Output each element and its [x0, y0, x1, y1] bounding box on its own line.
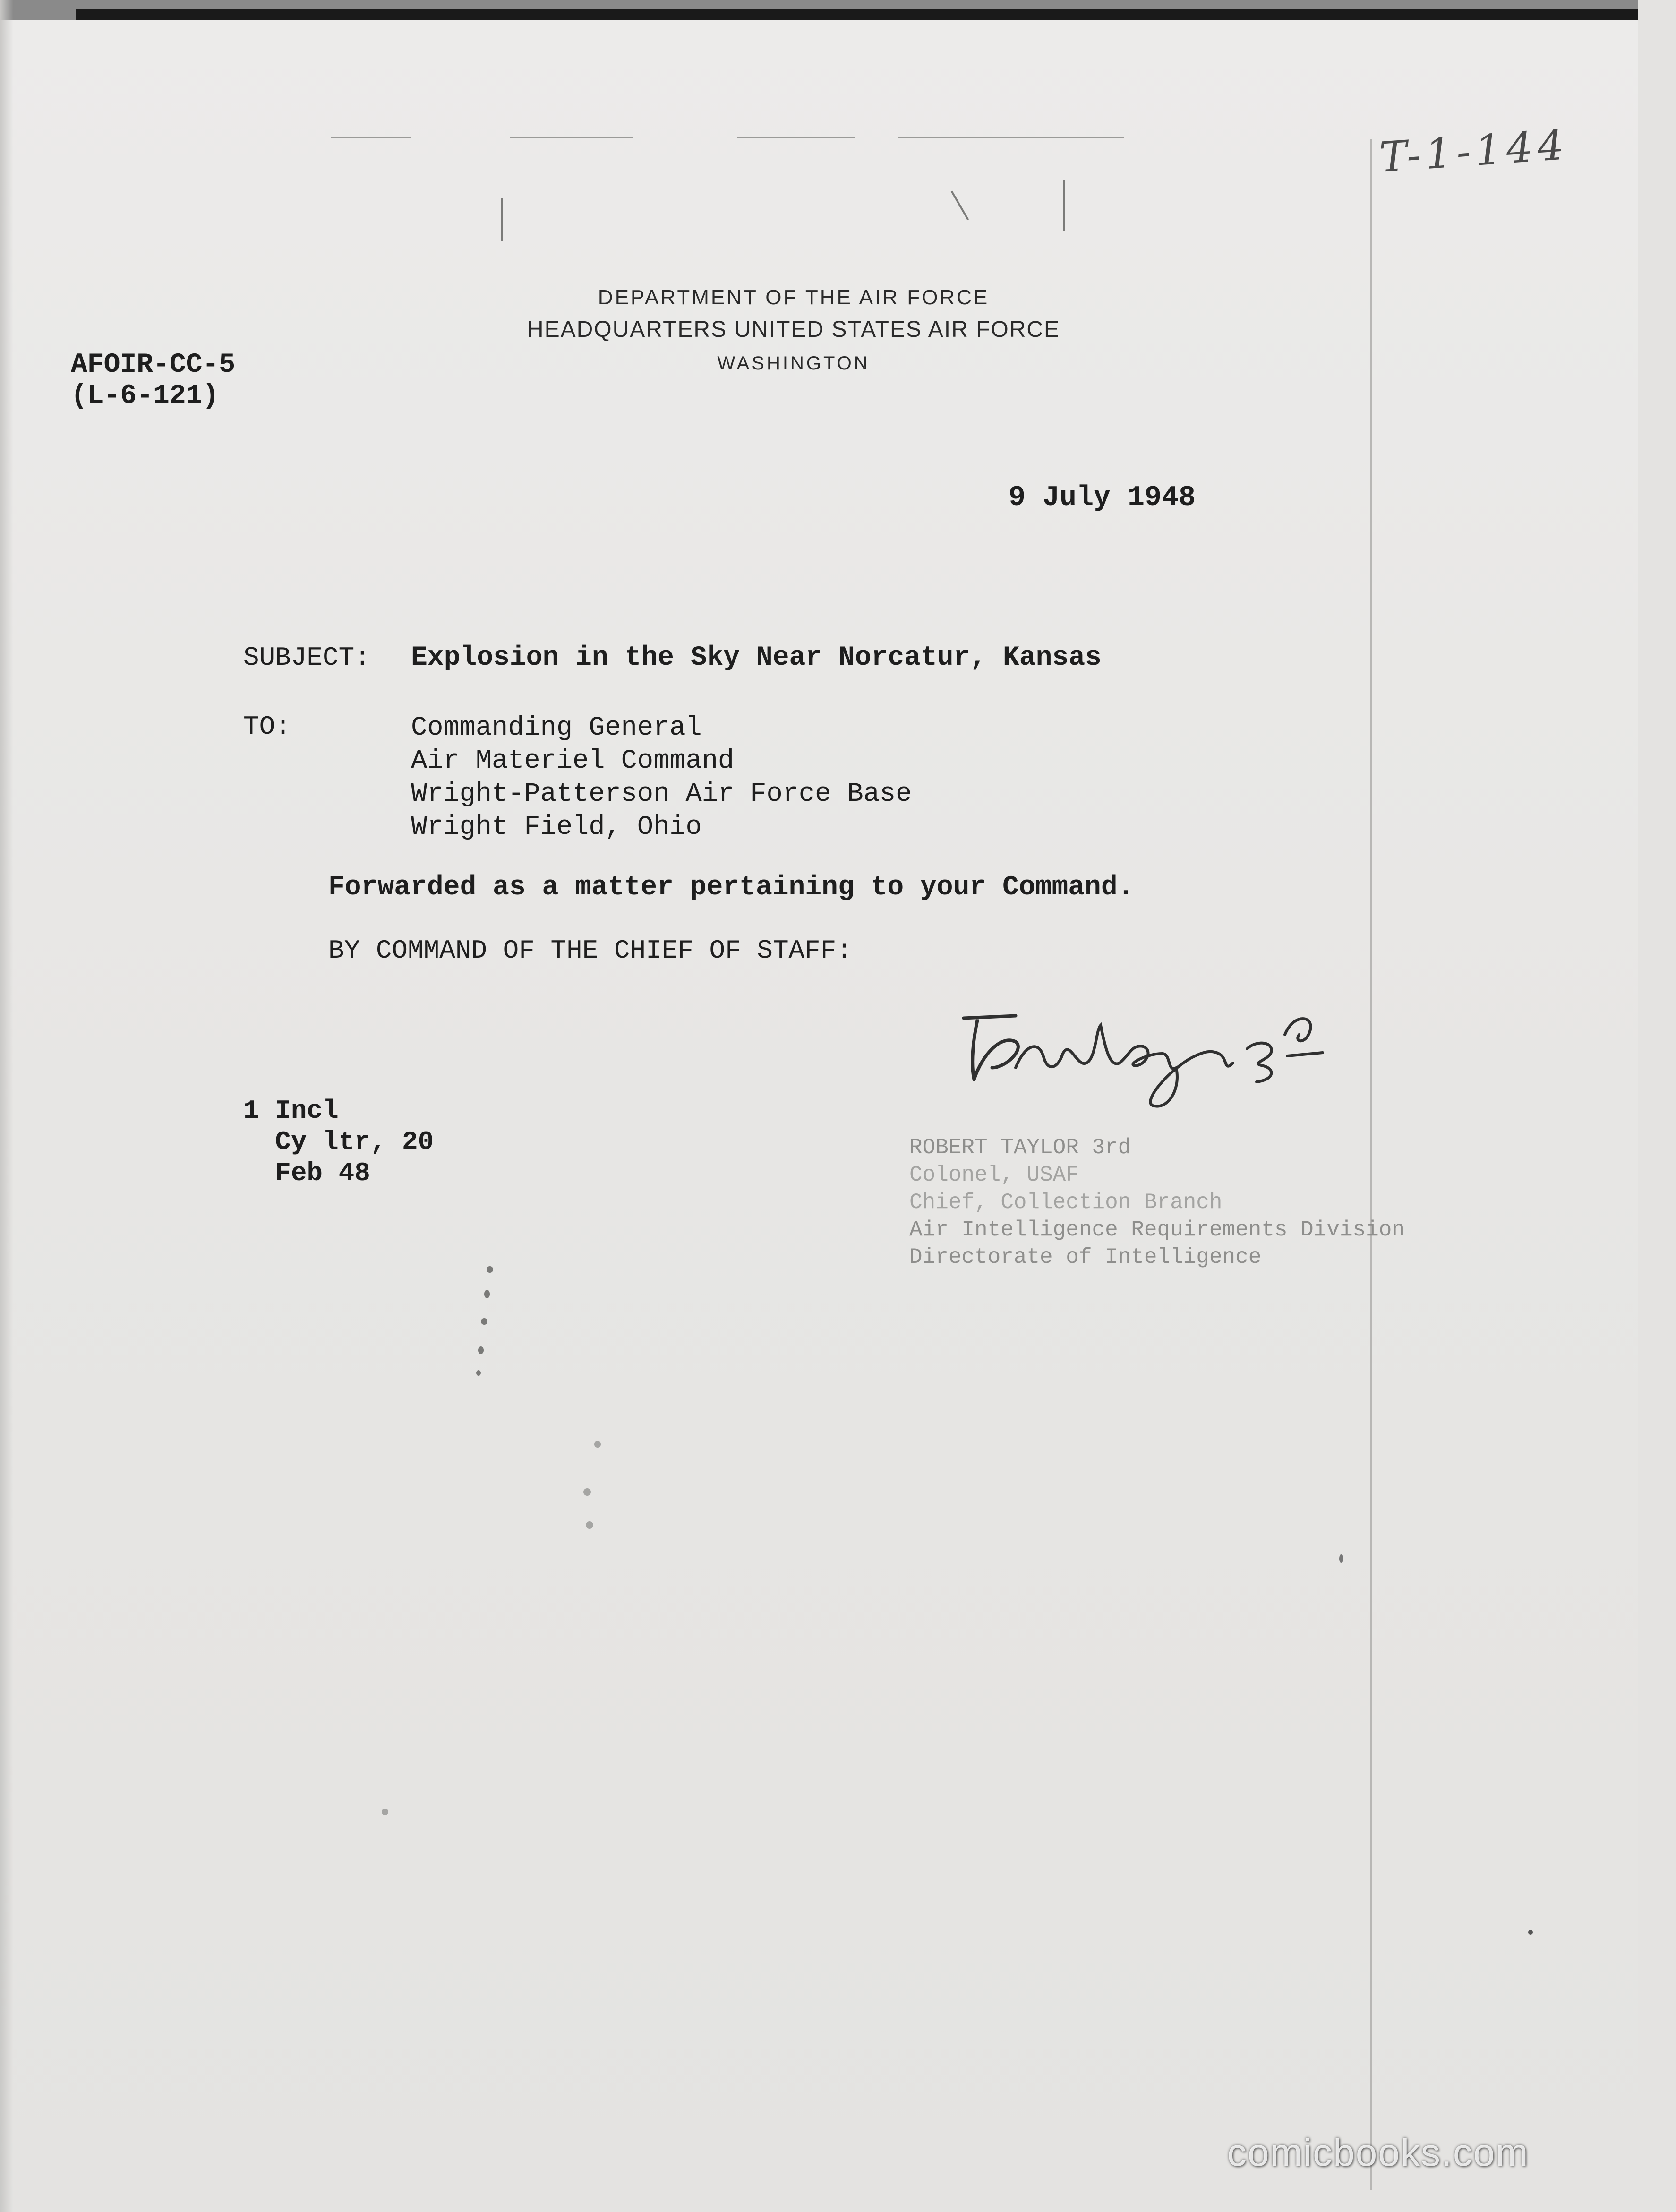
scan-right-margin: [1638, 0, 1676, 2212]
scan-tick-mark: [1063, 180, 1065, 231]
scan-dash-mark: [331, 137, 411, 138]
scan-speck: [481, 1318, 487, 1325]
letterhead-department: DEPARTMENT OF THE AIR FORCE: [598, 286, 990, 309]
scan-speck: [1528, 1930, 1533, 1935]
letter-date: 9 July 1948: [1009, 482, 1196, 514]
signer-division: Air Intelligence Requirements Division: [909, 1217, 1405, 1242]
scan-speck: [586, 1521, 593, 1529]
file-reference-line: AFOIR-CC-5: [71, 350, 236, 380]
recipient-line: Commanding General: [411, 713, 702, 743]
scan-tick-mark: [501, 198, 503, 241]
scan-dash-mark: [510, 137, 633, 138]
watermark: comicbooks.com: [1227, 2131, 1529, 2174]
signer-rank: Colonel, USAF: [909, 1163, 1079, 1187]
body-text: Forwarded as a matter pertaining to your Command.: [328, 872, 1134, 903]
signer-name: ROBERT TAYLOR 3rd: [909, 1135, 1131, 1160]
letterhead-city: WASHINGTON: [717, 353, 870, 374]
scan-dash-mark: [737, 137, 855, 138]
scan-speck: [478, 1346, 484, 1354]
letterhead: [505, 283, 1082, 379]
scan-speck: [1339, 1554, 1343, 1563]
subject-label: SUBJECT:: [243, 643, 370, 673]
file-reference: [71, 350, 235, 412]
to-label: TO:: [243, 712, 291, 742]
signature-block: [909, 1134, 1405, 1271]
signer-directorate: Directorate of Intelligence: [909, 1245, 1262, 1269]
signer-title: Chief, Collection Branch: [909, 1190, 1223, 1215]
inclosure-line: Feb 48: [243, 1158, 370, 1188]
handwritten-signature: [945, 997, 1351, 1110]
subject-text: Explosion in the Sky Near Norcatur, Kansas: [411, 643, 1102, 673]
inclosure-line: 1 Incl: [243, 1096, 339, 1126]
scan-left-shadow: [0, 0, 13, 2212]
scan-speck: [382, 1809, 388, 1815]
authority-line: BY COMMAND OF THE CHIEF OF STAFF:: [328, 935, 852, 966]
handwritten-file-number: T-1-144: [1377, 120, 1570, 182]
scan-top-edge-dark: [76, 9, 1649, 20]
scan-speck: [583, 1488, 591, 1496]
scan-speck: [484, 1290, 490, 1298]
scan-speck: [487, 1266, 493, 1273]
scan-tick-mark: [951, 191, 969, 221]
recipient-line: Wright Field, Ohio: [411, 812, 702, 842]
inclosure-note: [243, 1095, 434, 1189]
file-reference-line: (L-6-121): [71, 381, 219, 412]
scan-speck: [476, 1370, 481, 1376]
recipient-address: [411, 712, 912, 844]
recipient-line: Air Materiel Command: [411, 746, 735, 776]
scan-speck: [594, 1441, 601, 1448]
scan-dash-mark: [898, 137, 1124, 138]
letterhead-headquarters: HEADQUARTERS UNITED STATES AIR FORCE: [527, 317, 1060, 342]
inclosure-line: Cy ltr, 20: [243, 1127, 434, 1157]
recipient-line: Wright-Patterson Air Force Base: [411, 779, 912, 809]
